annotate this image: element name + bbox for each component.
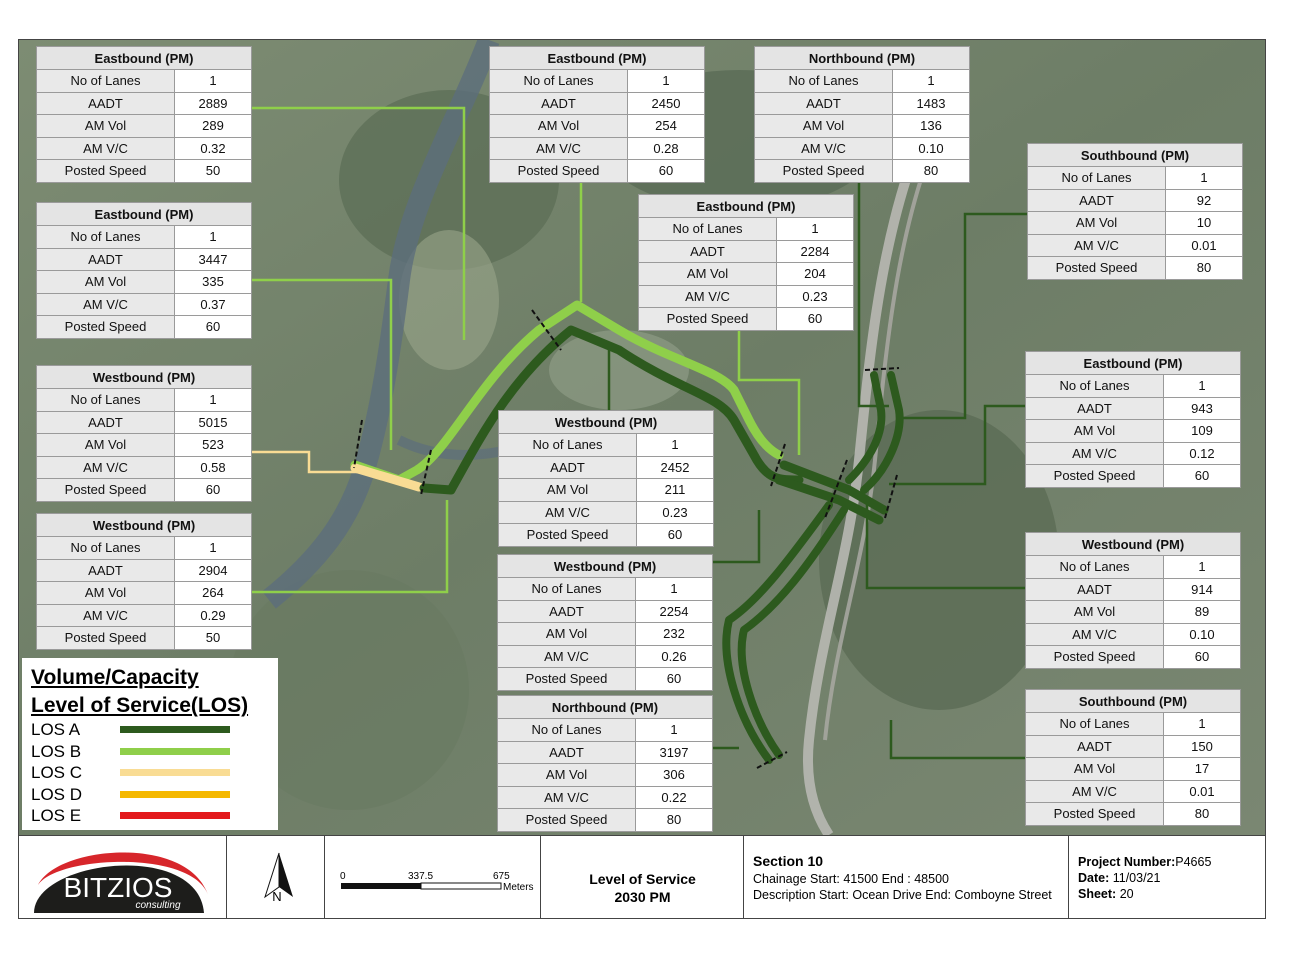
logo-cell: [18, 835, 226, 919]
traffic-info-value: 80: [1164, 803, 1241, 826]
traffic-info-label: Posted Speed: [499, 524, 637, 547]
traffic-info-label: AM Vol: [498, 623, 636, 646]
traffic-info-value: 0.12: [1164, 442, 1241, 465]
title-block: [18, 835, 1266, 919]
traffic-info-label: No of Lanes: [37, 226, 175, 249]
traffic-info-label: AM V/C: [755, 137, 893, 160]
section-title: Section 10: [753, 853, 824, 869]
traffic-info-value: 136: [893, 115, 970, 138]
date-label: Date:: [1078, 871, 1113, 885]
traffic-info-label: No of Lanes: [37, 70, 175, 93]
traffic-info-label: AM V/C: [37, 293, 175, 316]
traffic-info-label: AM V/C: [1026, 623, 1164, 646]
traffic-info-label: AADT: [755, 92, 893, 115]
traffic-info-label: Posted Speed: [37, 627, 175, 650]
traffic-info-value: 1: [637, 434, 714, 457]
traffic-info-value: 523: [175, 434, 252, 457]
logo-subtext: consulting: [135, 900, 181, 911]
legend-label: LOS E: [31, 806, 82, 825]
traffic-info-value: 204: [777, 263, 854, 286]
legend-swatch: [120, 791, 230, 798]
traffic-info-label: AADT: [37, 559, 175, 582]
traffic-info-label: No of Lanes: [37, 537, 175, 560]
traffic-info-title: Westbound (PM): [498, 555, 713, 578]
traffic-info-value: 0.01: [1164, 780, 1241, 803]
traffic-info-label: Posted Speed: [37, 479, 175, 502]
traffic-info-table: [638, 194, 854, 331]
traffic-info-title: Westbound (PM): [37, 366, 252, 389]
traffic-info-label: AM Vol: [490, 115, 628, 138]
traffic-info-label: Posted Speed: [639, 308, 777, 331]
traffic-info-value: 0.29: [175, 604, 252, 627]
traffic-info-value: 264: [175, 582, 252, 605]
traffic-info-label: Posted Speed: [37, 316, 175, 339]
map-title: Level of Service: [589, 871, 696, 887]
traffic-info-label: AADT: [499, 456, 637, 479]
traffic-info-title: Eastbound (PM): [37, 47, 252, 70]
traffic-info-label: AM Vol: [1028, 212, 1166, 235]
traffic-info-title: Northbound (PM): [498, 696, 713, 719]
traffic-info-value: 60: [637, 524, 714, 547]
legend-subtitle: Level of Service(LOS): [31, 694, 249, 717]
traffic-info-label: AM V/C: [1026, 780, 1164, 803]
traffic-info-label: AADT: [639, 240, 777, 263]
traffic-info-label: No of Lanes: [37, 389, 175, 412]
traffic-info-label: AM Vol: [639, 263, 777, 286]
traffic-info-label: AM V/C: [490, 137, 628, 160]
traffic-info-label: AADT: [1026, 397, 1164, 420]
traffic-info-table: [489, 46, 705, 183]
traffic-info-label: AADT: [1026, 578, 1164, 601]
traffic-info-value: 150: [1164, 735, 1241, 758]
traffic-info-value: 80: [1166, 257, 1243, 280]
traffic-info-title: Northbound (PM): [755, 47, 970, 70]
traffic-info-label: No of Lanes: [499, 434, 637, 457]
traffic-info-table: [36, 46, 252, 183]
traffic-info-table: [498, 410, 714, 547]
traffic-info-value: 0.26: [636, 645, 713, 668]
traffic-info-value: 0.58: [175, 456, 252, 479]
traffic-info-label: AM V/C: [499, 501, 637, 524]
legend-item: [31, 785, 278, 807]
traffic-info-value: 2450: [628, 92, 705, 115]
traffic-info-value: 109: [1164, 420, 1241, 443]
traffic-info-label: AADT: [490, 92, 628, 115]
traffic-info-value: 80: [636, 809, 713, 832]
traffic-info-value: 50: [175, 627, 252, 650]
traffic-info-label: AADT: [1028, 189, 1166, 212]
traffic-info-value: 0.01: [1166, 234, 1243, 257]
traffic-info-value: 2284: [777, 240, 854, 263]
traffic-info-label: AADT: [37, 411, 175, 434]
map-title-cell: [540, 835, 743, 919]
traffic-info-label: AM Vol: [498, 764, 636, 787]
traffic-info-value: 3447: [175, 248, 252, 271]
traffic-info-label: AM V/C: [37, 137, 175, 160]
traffic-info-value: 80: [893, 160, 970, 183]
traffic-info-label: AM Vol: [499, 479, 637, 502]
traffic-info-value: 2904: [175, 559, 252, 582]
traffic-info-value: 60: [1164, 465, 1241, 488]
traffic-info-value: 1483: [893, 92, 970, 115]
traffic-info-value: 3197: [636, 741, 713, 764]
legend-swatch: [120, 769, 230, 776]
map-scenario: 2030 PM: [614, 889, 671, 905]
traffic-info-value: 0.37: [175, 293, 252, 316]
traffic-info-value: 2254: [636, 600, 713, 623]
traffic-info-label: AM V/C: [37, 604, 175, 627]
traffic-info-table: [36, 365, 252, 502]
traffic-info-value: 1: [1164, 556, 1241, 579]
traffic-info-value: 254: [628, 115, 705, 138]
traffic-info-value: 232: [636, 623, 713, 646]
traffic-info-value: 1: [1164, 713, 1241, 736]
traffic-info-title: Southbound (PM): [1026, 690, 1241, 713]
traffic-info-label: AM Vol: [37, 271, 175, 294]
north-arrow-icon: [227, 835, 325, 919]
traffic-info-value: 1: [636, 578, 713, 601]
traffic-info-label: No of Lanes: [639, 218, 777, 241]
legend-label: LOS B: [31, 741, 82, 761]
traffic-info-value: 17: [1164, 758, 1241, 781]
traffic-info-value: 0.23: [777, 285, 854, 308]
traffic-info-value: 943: [1164, 397, 1241, 420]
traffic-info-label: AM V/C: [639, 285, 777, 308]
traffic-info-label: AADT: [37, 92, 175, 115]
traffic-info-label: No of Lanes: [1028, 167, 1166, 190]
traffic-info-value: 0.22: [636, 786, 713, 809]
traffic-info-label: AM Vol: [1026, 420, 1164, 443]
traffic-info-value: 10: [1166, 212, 1243, 235]
traffic-info-value: 289: [175, 115, 252, 138]
bitzios-logo: [18, 835, 226, 919]
traffic-info-value: 60: [1164, 646, 1241, 669]
traffic-info-label: No of Lanes: [1026, 556, 1164, 579]
traffic-info-value: 0.10: [893, 137, 970, 160]
scale-max: 675: [493, 871, 510, 882]
traffic-info-label: AADT: [1026, 735, 1164, 758]
traffic-info-value: 92: [1166, 189, 1243, 212]
traffic-info-label: Posted Speed: [1026, 465, 1164, 488]
traffic-info-label: AM V/C: [1028, 234, 1166, 257]
traffic-info-value: 914: [1164, 578, 1241, 601]
traffic-info-label: Posted Speed: [1026, 646, 1164, 669]
traffic-info-title: Eastbound (PM): [37, 203, 252, 226]
traffic-info-value: 60: [636, 668, 713, 691]
traffic-info-value: 60: [175, 479, 252, 502]
scale-mid: 337.5: [408, 871, 434, 882]
traffic-info-label: Posted Speed: [498, 809, 636, 832]
traffic-info-value: 0.23: [637, 501, 714, 524]
traffic-info-value: 0.28: [628, 137, 705, 160]
date-value: 11/03/21: [1112, 871, 1161, 885]
traffic-info-label: No of Lanes: [1026, 375, 1164, 398]
traffic-info-table: [497, 695, 713, 832]
project-number: P4665: [1175, 855, 1212, 869]
legend-item: [31, 720, 278, 742]
traffic-info-table: [754, 46, 970, 183]
legend: [22, 658, 278, 830]
traffic-info-label: No of Lanes: [498, 578, 636, 601]
traffic-info-value: 1: [175, 226, 252, 249]
traffic-info-label: AM Vol: [37, 434, 175, 457]
traffic-info-label: No of Lanes: [490, 70, 628, 93]
traffic-info-value: 50: [175, 160, 252, 183]
field-area: [549, 330, 689, 410]
traffic-info-value: 89: [1164, 601, 1241, 624]
traffic-info-label: Posted Speed: [498, 668, 636, 691]
legend-item: [31, 742, 278, 764]
project-cell: [1068, 835, 1266, 919]
legend-swatch: [120, 748, 230, 755]
traffic-info-title: Westbound (PM): [37, 514, 252, 537]
traffic-info-table: [497, 554, 713, 691]
traffic-info-label: AM V/C: [1026, 442, 1164, 465]
north-arrow-cell: [226, 835, 324, 919]
legend-swatch: [120, 726, 230, 733]
legend-label: LOS A: [31, 720, 81, 739]
traffic-info-value: 60: [175, 316, 252, 339]
legend-label: LOS C: [31, 763, 83, 782]
north-label: N: [272, 889, 282, 904]
traffic-info-table: [1025, 689, 1241, 826]
section-cell: [743, 835, 1068, 919]
traffic-info-value: 0.10: [1164, 623, 1241, 646]
traffic-info-label: No of Lanes: [1026, 713, 1164, 736]
traffic-info-label: No of Lanes: [755, 70, 893, 93]
traffic-info-value: 1: [1166, 167, 1243, 190]
legend-swatch: [120, 812, 230, 819]
traffic-info-label: AM V/C: [498, 786, 636, 809]
legend-item: [31, 763, 278, 785]
traffic-info-label: Posted Speed: [1026, 803, 1164, 826]
traffic-info-value: 1: [628, 70, 705, 93]
traffic-info-value: 1: [175, 70, 252, 93]
traffic-info-label: Posted Speed: [37, 160, 175, 183]
traffic-info-value: 1: [175, 537, 252, 560]
traffic-info-label: AM V/C: [498, 645, 636, 668]
traffic-info-value: 1: [1164, 375, 1241, 398]
traffic-info-label: Posted Speed: [490, 160, 628, 183]
traffic-info-title: Eastbound (PM): [1026, 352, 1241, 375]
traffic-info-label: AM Vol: [1026, 758, 1164, 781]
traffic-info-label: AM Vol: [37, 115, 175, 138]
traffic-info-table: [1027, 143, 1243, 280]
traffic-info-value: 5015: [175, 411, 252, 434]
traffic-info-value: 1: [893, 70, 970, 93]
traffic-info-label: AADT: [498, 741, 636, 764]
sheet-value: 20: [1119, 887, 1134, 901]
traffic-info-value: 60: [628, 160, 705, 183]
logo-text: BITZIOS: [63, 872, 173, 903]
traffic-info-table: [1025, 532, 1241, 669]
traffic-info-title: Eastbound (PM): [490, 47, 705, 70]
scale-bar: [325, 835, 541, 919]
scale-unit: Meters: [503, 882, 534, 893]
traffic-info-title: Westbound (PM): [1026, 533, 1241, 556]
traffic-info-label: AM Vol: [37, 582, 175, 605]
chainage: Chainage Start: 41500 End : 48500: [753, 872, 949, 886]
project-label: Project Number:: [1078, 855, 1176, 869]
legend-label: LOS D: [31, 784, 83, 804]
description: Description Start: Ocean Drive End: Comboyne Street: [753, 888, 1052, 902]
scale-bar-cell: [324, 835, 540, 919]
traffic-info-label: No of Lanes: [498, 719, 636, 742]
legend-item: [31, 806, 278, 828]
traffic-info-label: AM Vol: [755, 115, 893, 138]
traffic-info-label: AADT: [498, 600, 636, 623]
traffic-info-label: AADT: [37, 248, 175, 271]
traffic-info-title: Eastbound (PM): [639, 195, 854, 218]
traffic-info-value: 2452: [637, 456, 714, 479]
traffic-info-value: 1: [777, 218, 854, 241]
traffic-info-table: [36, 513, 252, 650]
traffic-info-label: AM V/C: [37, 456, 175, 479]
traffic-info-table: [1025, 351, 1241, 488]
traffic-info-value: 335: [175, 271, 252, 294]
traffic-info-value: 211: [637, 479, 714, 502]
traffic-info-title: Southbound (PM): [1028, 144, 1243, 167]
traffic-info-value: 2889: [175, 92, 252, 115]
traffic-info-value: 1: [175, 389, 252, 412]
traffic-info-label: Posted Speed: [1028, 257, 1166, 280]
traffic-info-value: 60: [777, 308, 854, 331]
traffic-info-label: AM Vol: [1026, 601, 1164, 624]
traffic-info-value: 306: [636, 764, 713, 787]
legend-title: Volume/Capacity: [31, 666, 199, 689]
traffic-info-title: Westbound (PM): [499, 411, 714, 434]
traffic-info-value: 1: [636, 719, 713, 742]
traffic-info-value: 0.32: [175, 137, 252, 160]
traffic-info-label: Posted Speed: [755, 160, 893, 183]
traffic-info-table: [36, 202, 252, 339]
scale-zero: 0: [340, 871, 346, 882]
sheet-label: Sheet:: [1078, 887, 1120, 901]
